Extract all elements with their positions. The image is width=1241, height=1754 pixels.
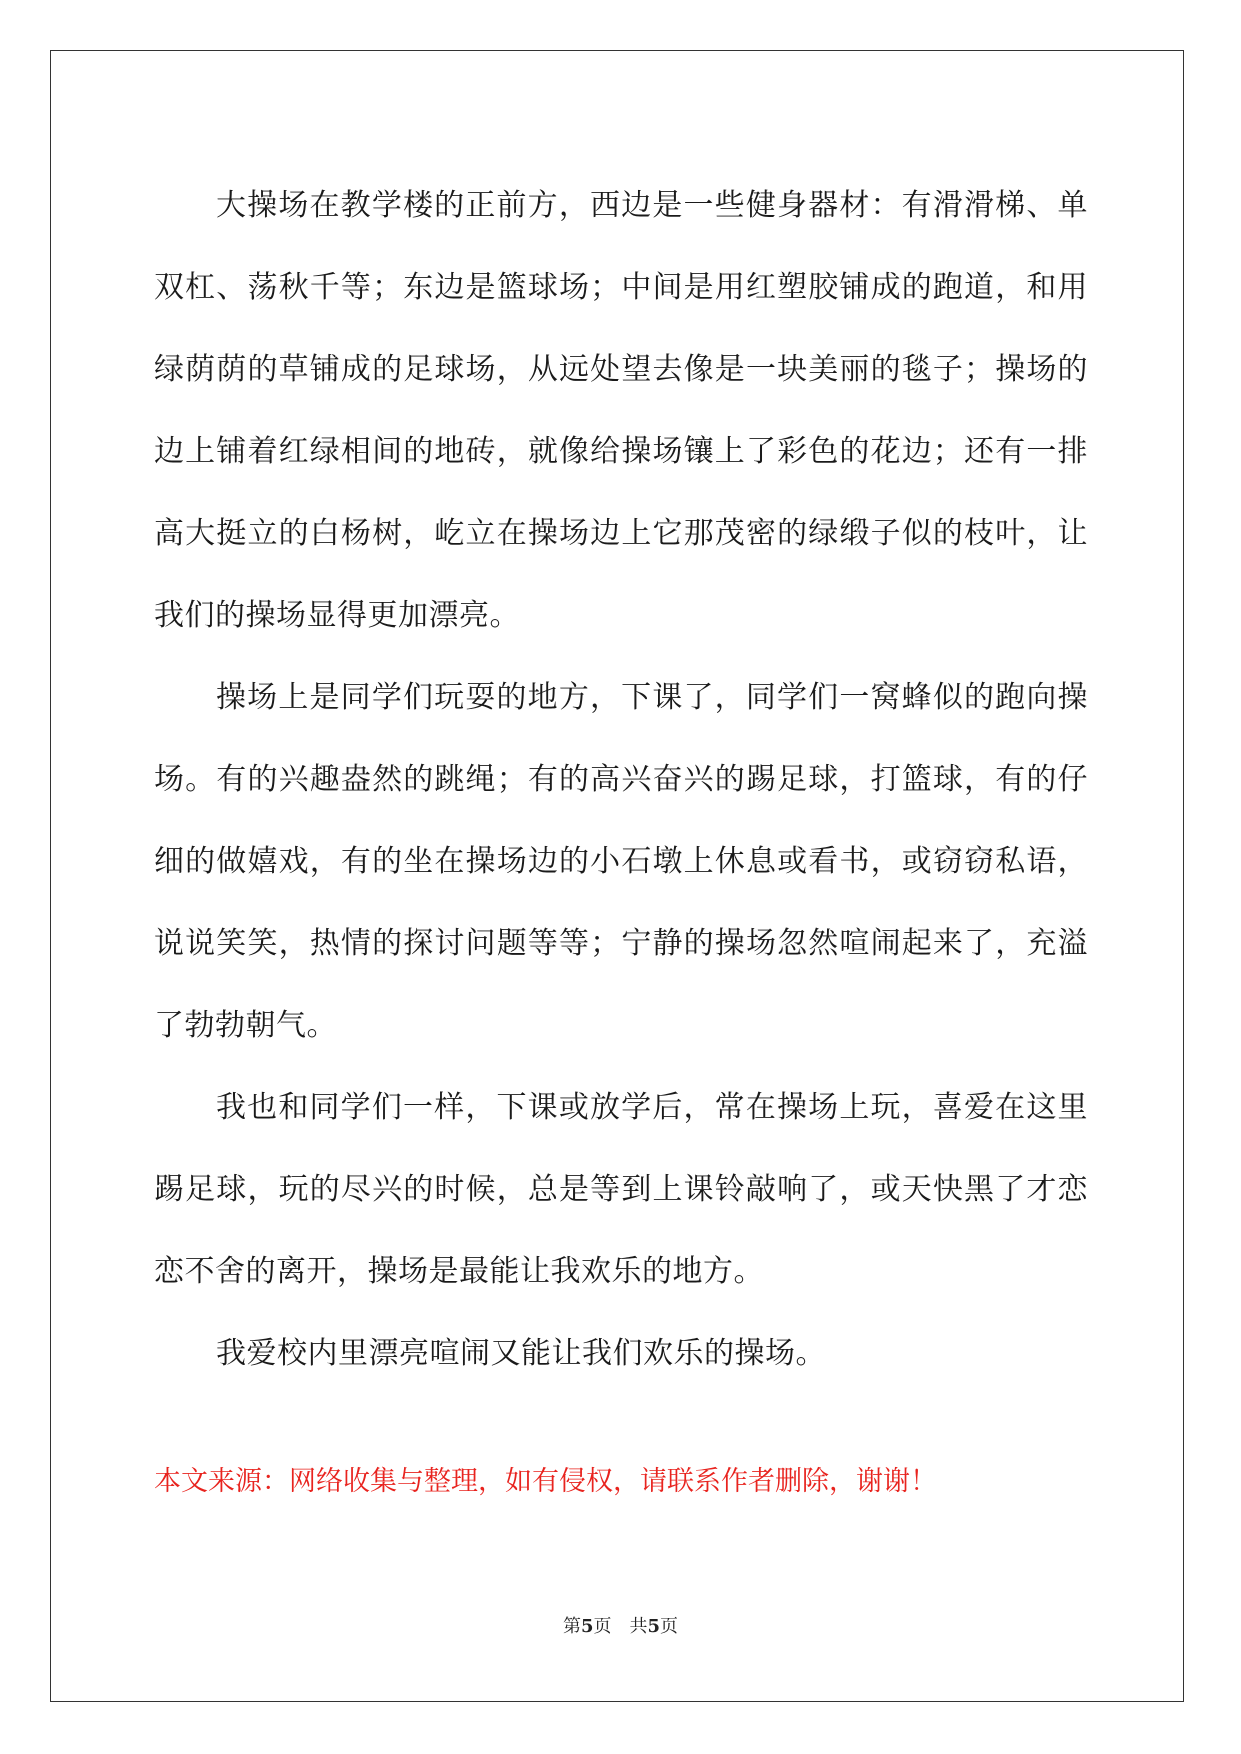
footer-page-prefix: 第 xyxy=(562,1616,581,1637)
footer-total-prefix: 共 xyxy=(629,1616,648,1637)
paragraph-2: 操场上是同学们玩耍的地方，下课了，同学们一窝蜂似的跑向操场。有的兴趣盎然的跳绳；有的高兴奋兴的踢足球，打篮球，有的仔细的做嬉戏，有的坐在操场边的小石墩上休息或看书，或窃窃私语，说说笑笑，热情的探讨问题等等；宁静的操场忽然喧闹起来了，充溢了勃勃朝气。 xyxy=(154,680,1088,1043)
source-note: 本文来源：网络收集与整理，如有侵权，请联系作者删除，谢谢！ xyxy=(154,1466,937,1497)
page-footer xyxy=(0,1614,1241,1640)
footer-total-suffix: 页 xyxy=(660,1616,679,1637)
footer-page-total: 5 xyxy=(647,1616,661,1637)
paragraph-4: 我爱校内里漂亮喧闹又能让我们欢乐的操场。 xyxy=(216,1336,826,1371)
paragraph-1: 大操场在教学楼的正前方，西边是一些健身器材：有滑滑梯、单双杠、荡秋千等；东边是篮球场；中间是用红塑胶铺成的跑道，和用绿荫荫的草铺成的足球场，从远处望去像是一块美丽的毯子；操场的边上铺着红绿相间的地砖，就像给操场镶上了彩色的花边；还有一排高大挺立的白杨树，屹立在操场边上它那茂密的绿缎子似的枝叶，让我们的操场显得更加漂亮。 xyxy=(154,188,1088,633)
footer-page-suffix: 页 xyxy=(593,1616,612,1637)
footer-page-current: 5 xyxy=(580,1616,594,1637)
article-body xyxy=(154,165,1088,1395)
paragraph-3: 我也和同学们一样，下课或放学后，常在操场上玩，喜爱在这里踢足球，玩的尽兴的时候，总是等到上课铃敲响了，或天快黑了才恋恋不舍的离开，操场是最能让我欢乐的地方。 xyxy=(154,1090,1088,1289)
